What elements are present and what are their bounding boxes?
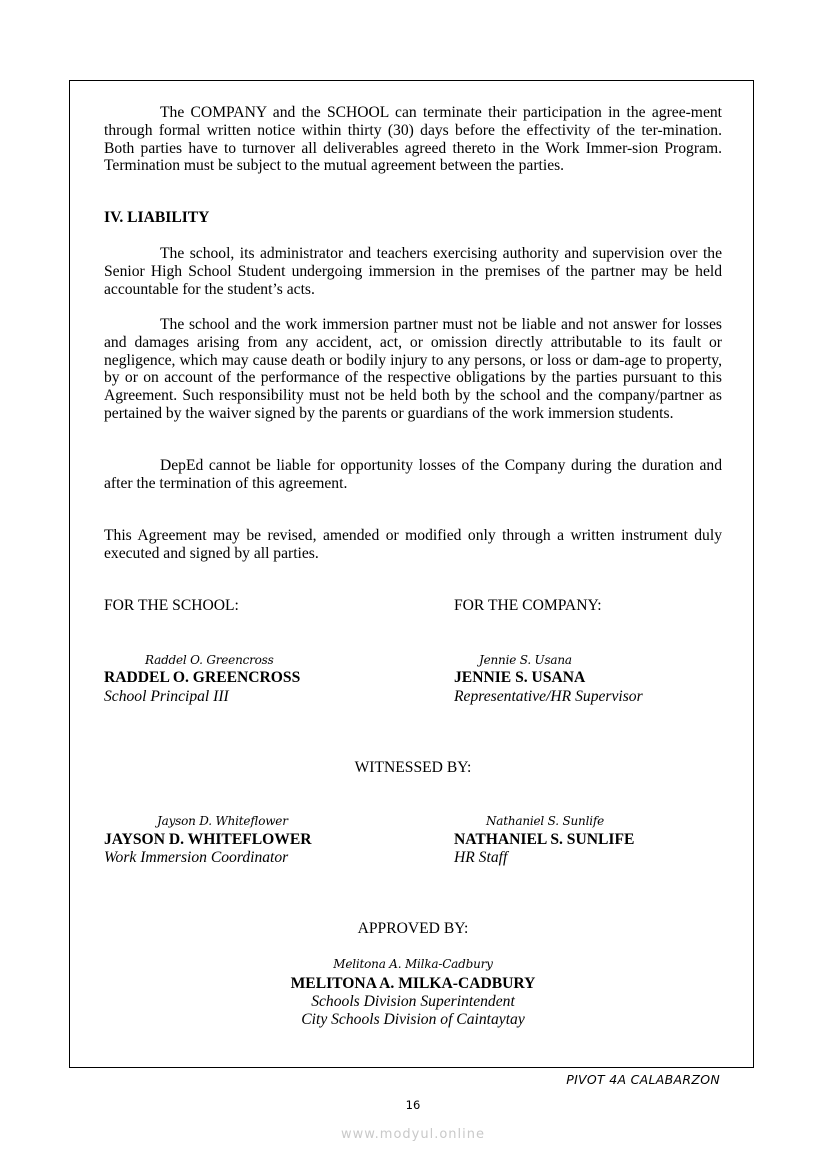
school-principal-signature: Raddel O. Greencross	[145, 653, 274, 667]
section-heading-liability: IV. LIABILITY	[104, 209, 210, 226]
approver-name: MELITONA A. MILKA-CADBURY	[290, 975, 536, 992]
revision-paragraph: This Agreement may be revised, amended or modified only through a written instrument duly executed and signed by all parties.	[104, 527, 722, 562]
company-representative-signature: Jennie S. Usana	[479, 653, 572, 667]
page-number: 16	[405, 1098, 421, 1112]
liability-paragraph-3: DepEd cannot be liable for opportunity losses of the Company during the duration and after the termination of this agreement.	[104, 457, 722, 492]
termination-paragraph: The COMPANY and the SCHOOL can terminate their participation in the agree-ment through formal written notice within thirty (30) days before the effectivity of the ter-mination. Both parties have to turnover all deliverables agreed thereto in the Work Immer-sion Program. Termination must be subject to the mutual agreement between the parties.	[104, 104, 722, 175]
witness-2-signature: Nathaniel S. Sunlife	[486, 814, 604, 828]
school-principal-title: School Principal III	[104, 688, 229, 705]
witness-1-title: Work Immersion Coordinator	[104, 849, 289, 866]
approver-office: City Schools Division of Caintaytay	[301, 1011, 525, 1028]
witness-2-name: NATHANIEL S. SUNLIFE	[454, 831, 635, 848]
witness-1-signature: Jayson D. Whiteflower	[157, 814, 288, 828]
site-watermark: www.modyul.online	[340, 1127, 486, 1142]
liability-paragraph-1: The school, its administrator and teachers exercising authority and supervision over the Senior High School Student undergoing immersion in the premises of the partner may be held accountable for the student’s acts.	[104, 245, 722, 298]
for-the-school-label: FOR THE SCHOOL:	[104, 597, 239, 614]
witnessed-by-label: WITNESSED BY:	[354, 759, 472, 776]
for-the-company-label: FOR THE COMPANY:	[454, 597, 602, 614]
company-representative-title: Representative/HR Supervisor	[454, 688, 643, 705]
school-principal-name: RADDEL O. GREENCROSS	[104, 669, 301, 686]
approver-title: Schools Division Superintendent	[311, 993, 515, 1010]
approved-by-label: APPROVED BY:	[357, 920, 469, 937]
witness-2-title: HR Staff	[454, 849, 508, 866]
witness-1-name: JAYSON D. WHITEFLOWER	[104, 831, 312, 848]
liability-paragraph-2: The school and the work immersion partner must not be liable and not answer for losses and damages arising from any accident, act, or omission directly attributable to its fault or negligence, which may cause death or bodily injury to any persons, or loss or dam-age to property, by or on account of the performance of the respective obligations by the parties pursuant to this Agreement. Such responsibility must not be held both by the school and the company/partner as pertained by the waiver signed by the parents or guardians of the work immersion students.	[104, 316, 722, 422]
company-representative-name: JENNIE S. USANA	[454, 669, 586, 686]
approver-signature: Melitona A. Milka-Cadbury	[333, 957, 493, 971]
footer-program-label: PIVOT 4A CALABARZON	[566, 1072, 720, 1087]
